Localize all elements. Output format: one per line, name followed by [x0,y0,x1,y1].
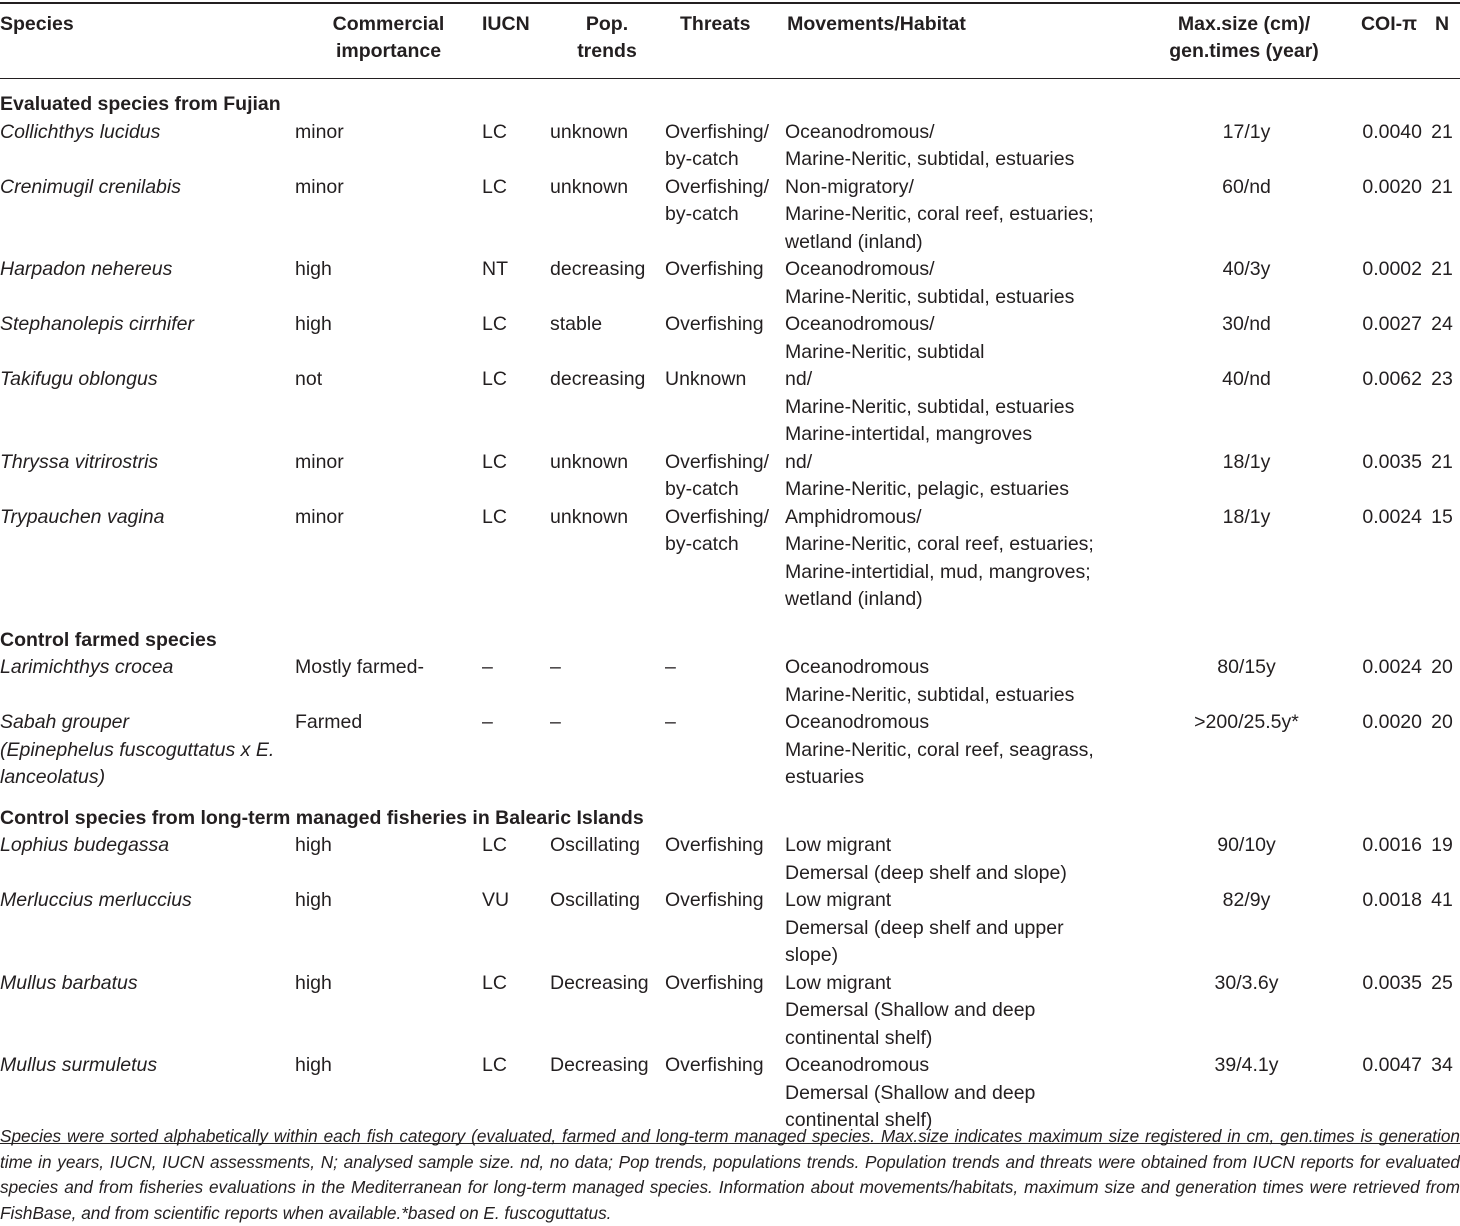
cell-threats [664,504,784,614]
cell-iucn: LC [482,1054,507,1076]
cell-size: 60/nd [1222,175,1271,198]
table-row [0,970,1460,1053]
cell-pop-trends: unknown [550,505,629,528]
cell-commercial-line: high [295,258,332,280]
cell-coi: 0.0024 [1362,656,1422,678]
cell-habitat-line: Marine-Neritic, subtidal, estuaries [785,683,1075,706]
cell-habitat-line: Marine-Neritic, subtidal, estuaries [785,395,1075,418]
cell-habitat-line: Low migrant [785,889,892,911]
cell-species-line: Harpadon nehereus [0,258,173,280]
table-row [0,654,1460,709]
cell-n: 20 [1431,656,1453,678]
cell-habitat-line: Marine-intertidal, mangroves [785,423,1033,445]
cell-commercial-line: minor [295,450,344,473]
cell-n: 19 [1431,834,1453,856]
cell-commercial-line: high [295,313,332,335]
cell-size: 30/3.6y [1214,971,1279,994]
cell-iucn: LC [482,505,507,528]
cell-size: 90/10y [1217,834,1276,856]
cell-threats-line: Overfishing [665,258,764,280]
cell-threats-line: Overfishing/ [665,450,770,473]
cell-habitat-line: Marine-Neritic, pelagic, estuaries [785,478,1069,500]
cell-habitat-line: Marine-Neritic, subtidal, estuaries [785,285,1075,308]
species-table [0,11,1460,1144]
cell-commercial-line: minor [295,175,344,198]
cell-iucn: LC [482,120,507,143]
cell-habitat-line: Marine-Neritic, subtidal, estuaries [785,148,1075,170]
cell-species [0,832,295,887]
cell-habitat [784,174,1109,257]
cell-threats-line: – [665,656,676,678]
cell-habitat-line: Oceanodromous [785,1054,930,1076]
cell-species [0,174,295,257]
cell-species-line: Lophius budegassa [0,834,170,856]
cell-habitat-line: Demersal (deep shelf and slope) [785,861,1067,884]
cell-threats [664,119,784,174]
cell-iucn: LC [482,368,507,390]
table-body [0,79,1460,1144]
cell-threats [664,366,784,449]
cell-iucn: LC [482,834,507,856]
cell-habitat [784,654,1109,709]
cell-coi: 0.0047 [1362,1054,1422,1076]
cell-habitat-line: nd/ [785,368,813,390]
cell-size: 40/nd [1222,368,1271,390]
cell-threats [664,174,784,257]
cell-coi: 0.0018 [1362,889,1422,911]
cell-species-line: Larimichthys crocea [0,656,174,678]
cell-n: 24 [1431,313,1453,335]
cell-size: 30/nd [1222,313,1271,335]
cell-habitat [784,366,1109,449]
cell-threats [664,709,784,792]
cell-coi: 0.0035 [1362,450,1422,473]
cell-n: 41 [1431,889,1453,911]
cell-commercial [295,449,482,504]
cell-coi: 0.0062 [1362,368,1422,390]
cell-n: 15 [1431,505,1453,528]
table-row [0,119,1460,174]
cell-species-line: Crenimugil crenilabis [0,175,181,198]
cell-habitat-line: continental shelf) [785,1109,933,1131]
cell-pop-trends: Decreasing [550,971,649,994]
cell-commercial-line: minor [295,505,344,528]
cell-pop-trends: unknown [550,120,629,143]
cell-habitat-line: wetland (inland) [785,588,923,610]
cell-coi: 0.0016 [1362,834,1422,856]
cell-iucn: LC [482,450,507,473]
cell-pop-trends: – [550,656,561,678]
cell-iucn: VU [482,889,510,911]
cell-commercial [295,887,482,970]
cell-pop-trends: stable [550,313,603,335]
cell-commercial [295,832,482,887]
cell-species [0,119,295,174]
section-title: Evaluated species from Fujian [0,93,281,115]
cell-threats [664,832,784,887]
cell-size: 18/1y [1222,450,1271,473]
cell-size: 39/4.1y [1214,1054,1279,1076]
cell-threats [664,449,784,504]
cell-commercial [295,119,482,174]
cell-size: 40/3y [1222,258,1271,280]
section-row [0,79,1460,119]
table-row [0,832,1460,887]
cell-habitat-line: Marine-Neritic, coral reef, estuaries; [785,533,1094,555]
col-header-n: N [1434,13,1450,35]
cell-threats-line: Unknown [665,368,747,390]
cell-commercial [295,504,482,614]
cell-commercial-line: high [295,834,332,856]
cell-habitat [784,311,1109,366]
cell-pop-trends: Decreasing [550,1054,649,1076]
cell-habitat-line: Marine-Neritic, coral reef, estuaries; [785,203,1094,225]
cell-size: >200/25.5y* [1194,711,1299,733]
cell-habitat-line: Demersal (Shallow and deep [785,999,1036,1021]
col-header-coi: COI-π [1360,13,1418,35]
cell-threats-line: Overfishing [665,834,764,856]
cell-species-line: Collichthys lucidus [0,120,161,143]
col-header-pop-trends: Pop. trends [577,13,637,62]
table-row [0,174,1460,257]
cell-species [0,256,295,311]
top-rule [0,2,1460,4]
cell-species [0,366,295,449]
cell-pop-trends: Oscillating [550,889,640,911]
cell-coi: 0.0020 [1362,175,1422,198]
cell-species-line: Mullus surmuletus [0,1054,158,1076]
col-header-species: Species [0,13,74,35]
cell-iucn: LC [482,175,507,198]
cell-habitat [784,449,1109,504]
cell-n: 25 [1431,971,1453,994]
cell-species-line: Merluccius merluccius [0,889,192,911]
cell-species [0,887,295,970]
header-row [0,11,1460,79]
cell-commercial-line: Mostly farmed- [295,656,424,678]
section-title: Control farmed species [0,628,217,651]
cell-species [0,970,295,1053]
cell-coi: 0.0040 [1362,120,1422,143]
col-header-size: Max.size (cm)/ gen.times (year) [1169,13,1319,62]
section-title: Control species from long-term managed fisheries in Balearic Islands [0,806,644,829]
cell-species-line: Trypauchen vagina [0,505,165,528]
cell-species [0,449,295,504]
cell-threats [664,311,784,366]
cell-habitat [784,887,1109,970]
cell-habitat-line: Oceanodromous/ [785,120,935,143]
table-row [0,449,1460,504]
cell-pop-trends: decreasing [550,258,646,280]
cell-species-line: Takifugu oblongus [0,368,158,390]
cell-commercial [295,174,482,257]
cell-habitat-line: Amphidromous/ [785,505,922,528]
col-header-iucn: IUCN [482,13,530,35]
cell-species-line: lanceolatus) [0,766,106,788]
cell-coi: 0.0027 [1362,313,1422,335]
cell-threats-line: Overfishing [665,971,764,994]
cell-habitat-line: Oceanodromous/ [785,313,935,335]
cell-habitat-line: Low migrant [785,834,892,856]
cell-threats [664,654,784,709]
cell-iucn: – [482,656,493,678]
table-row [0,366,1460,449]
cell-species-line: Thryssa vitrirostris [0,450,159,473]
cell-size: 17/1y [1222,120,1271,143]
cell-threats-line: Overfishing [665,889,764,911]
col-header-habitat: Movements/Habitat [787,13,966,35]
cell-habitat-line: Oceanodromous [785,711,930,733]
cell-habitat-line: Marine-Neritic, coral reef, seagrass, [785,738,1094,761]
cell-n: 34 [1431,1054,1453,1076]
cell-commercial [295,654,482,709]
cell-n: 23 [1431,368,1453,390]
cell-iucn: NT [482,258,508,280]
cell-n: 20 [1431,711,1453,733]
table-footnote: Species were sorted alphabetically within each fish category (evaluated, farmed and long-term managed species. Max.size indicates maximum size registered in cm, gen.times is generation time in years, IUCN, IUCN assessments, N; analysed sample size. nd, no data; Pop trends, populations trends. Population trends and threats were obtained from IUCN reports for evaluated species and from fisheries evaluations in the Mediterranean for long-term managed species. Information about movements/habitats, maximum size and generation times were retrieved from FishBase, and from scientific reports when available.*based on E. fuscoguttatus. [0,1126,1460,1223]
cell-n: 21 [1431,175,1453,198]
cell-threats-line: Overfishing [665,313,764,335]
cell-coi: 0.0002 [1362,258,1422,280]
cell-habitat-line: wetland (inland) [785,230,923,253]
cell-habitat [784,119,1109,174]
cell-species-line: Stephanolepis cirrhifer [0,313,195,335]
table-row [0,504,1460,614]
cell-threats-line: by-catch [665,533,739,555]
cell-habitat-line: slope) [785,944,839,966]
cell-habitat-line: Marine-intertidial, mud, mangroves; [785,560,1091,583]
cell-habitat-line: Marine-Neritic, subtidal [785,340,985,363]
cell-threats-line: – [665,711,676,733]
cell-habitat-line: Demersal (Shallow and deep [785,1081,1036,1104]
cell-habitat-line: continental shelf) [785,1026,933,1049]
cell-habitat-line: Low migrant [785,971,892,994]
cell-species [0,654,295,709]
cell-habitat-line: Oceanodromous [785,656,930,678]
col-header-threats: Threats [680,13,751,35]
cell-threats-line: Overfishing/ [665,175,770,198]
cell-commercial-line: Farmed [295,711,363,733]
cell-species-line: (Epinephelus fuscoguttatus x E. [0,738,275,761]
table-row [0,311,1460,366]
cell-size: 18/1y [1222,505,1271,528]
cell-n: 21 [1431,450,1453,473]
cell-threats-line: Overfishing [665,1054,764,1076]
cell-commercial-line: high [295,1054,332,1076]
cell-threats-line: by-catch [665,148,739,170]
table-row [0,256,1460,311]
cell-commercial [295,311,482,366]
cell-habitat [784,832,1109,887]
cell-threats-line: by-catch [665,478,739,500]
cell-threats [664,970,784,1053]
cell-n: 21 [1431,120,1453,143]
cell-species-line: Mullus barbatus [0,971,138,994]
cell-habitat [784,709,1109,792]
cell-coi: 0.0035 [1362,971,1422,994]
cell-habitat [784,970,1109,1053]
cell-commercial [295,366,482,449]
cell-size: 82/9y [1222,889,1271,911]
cell-pop-trends: – [550,711,561,733]
cell-commercial-line: minor [295,120,344,143]
col-header-commercial: Commercial importance [332,13,445,62]
cell-iucn: LC [482,971,507,994]
cell-threats [664,887,784,970]
cell-pop-trends: unknown [550,450,629,473]
cell-habitat [784,256,1109,311]
cell-commercial-line: not [295,368,323,390]
cell-species [0,709,295,792]
cell-threats [664,256,784,311]
cell-species-line: Sabah grouper [0,711,130,733]
cell-habitat-line: Non-migratory/ [785,175,914,198]
cell-habitat-line: estuaries [785,766,865,788]
cell-commercial-line: high [295,889,332,911]
cell-habitat [784,504,1109,614]
cell-coi: 0.0024 [1362,505,1422,528]
cell-species [0,311,295,366]
cell-habitat-line: Demersal (deep shelf and upper [785,916,1064,939]
cell-pop-trends: decreasing [550,368,646,390]
cell-commercial [295,256,482,311]
cell-iucn: – [482,711,493,733]
cell-iucn: LC [482,313,507,335]
table-row [0,709,1460,792]
cell-threats-line: by-catch [665,203,739,225]
cell-threats-line: Overfishing/ [665,505,770,528]
cell-size: 80/15y [1217,656,1276,678]
cell-n: 21 [1431,258,1453,280]
table-row [0,887,1460,970]
cell-pop-trends: Oscillating [550,834,640,856]
cell-commercial-line: high [295,971,332,994]
cell-commercial [295,970,482,1053]
cell-pop-trends: unknown [550,175,629,198]
cell-habitat-line: Oceanodromous/ [785,258,935,280]
cell-species [0,504,295,614]
section-row [0,614,1460,655]
cell-coi: 0.0020 [1362,711,1422,733]
section-row [0,792,1460,833]
cell-habitat-line: nd/ [785,450,813,473]
cell-threats-line: Overfishing/ [665,120,770,143]
cell-commercial [295,709,482,792]
